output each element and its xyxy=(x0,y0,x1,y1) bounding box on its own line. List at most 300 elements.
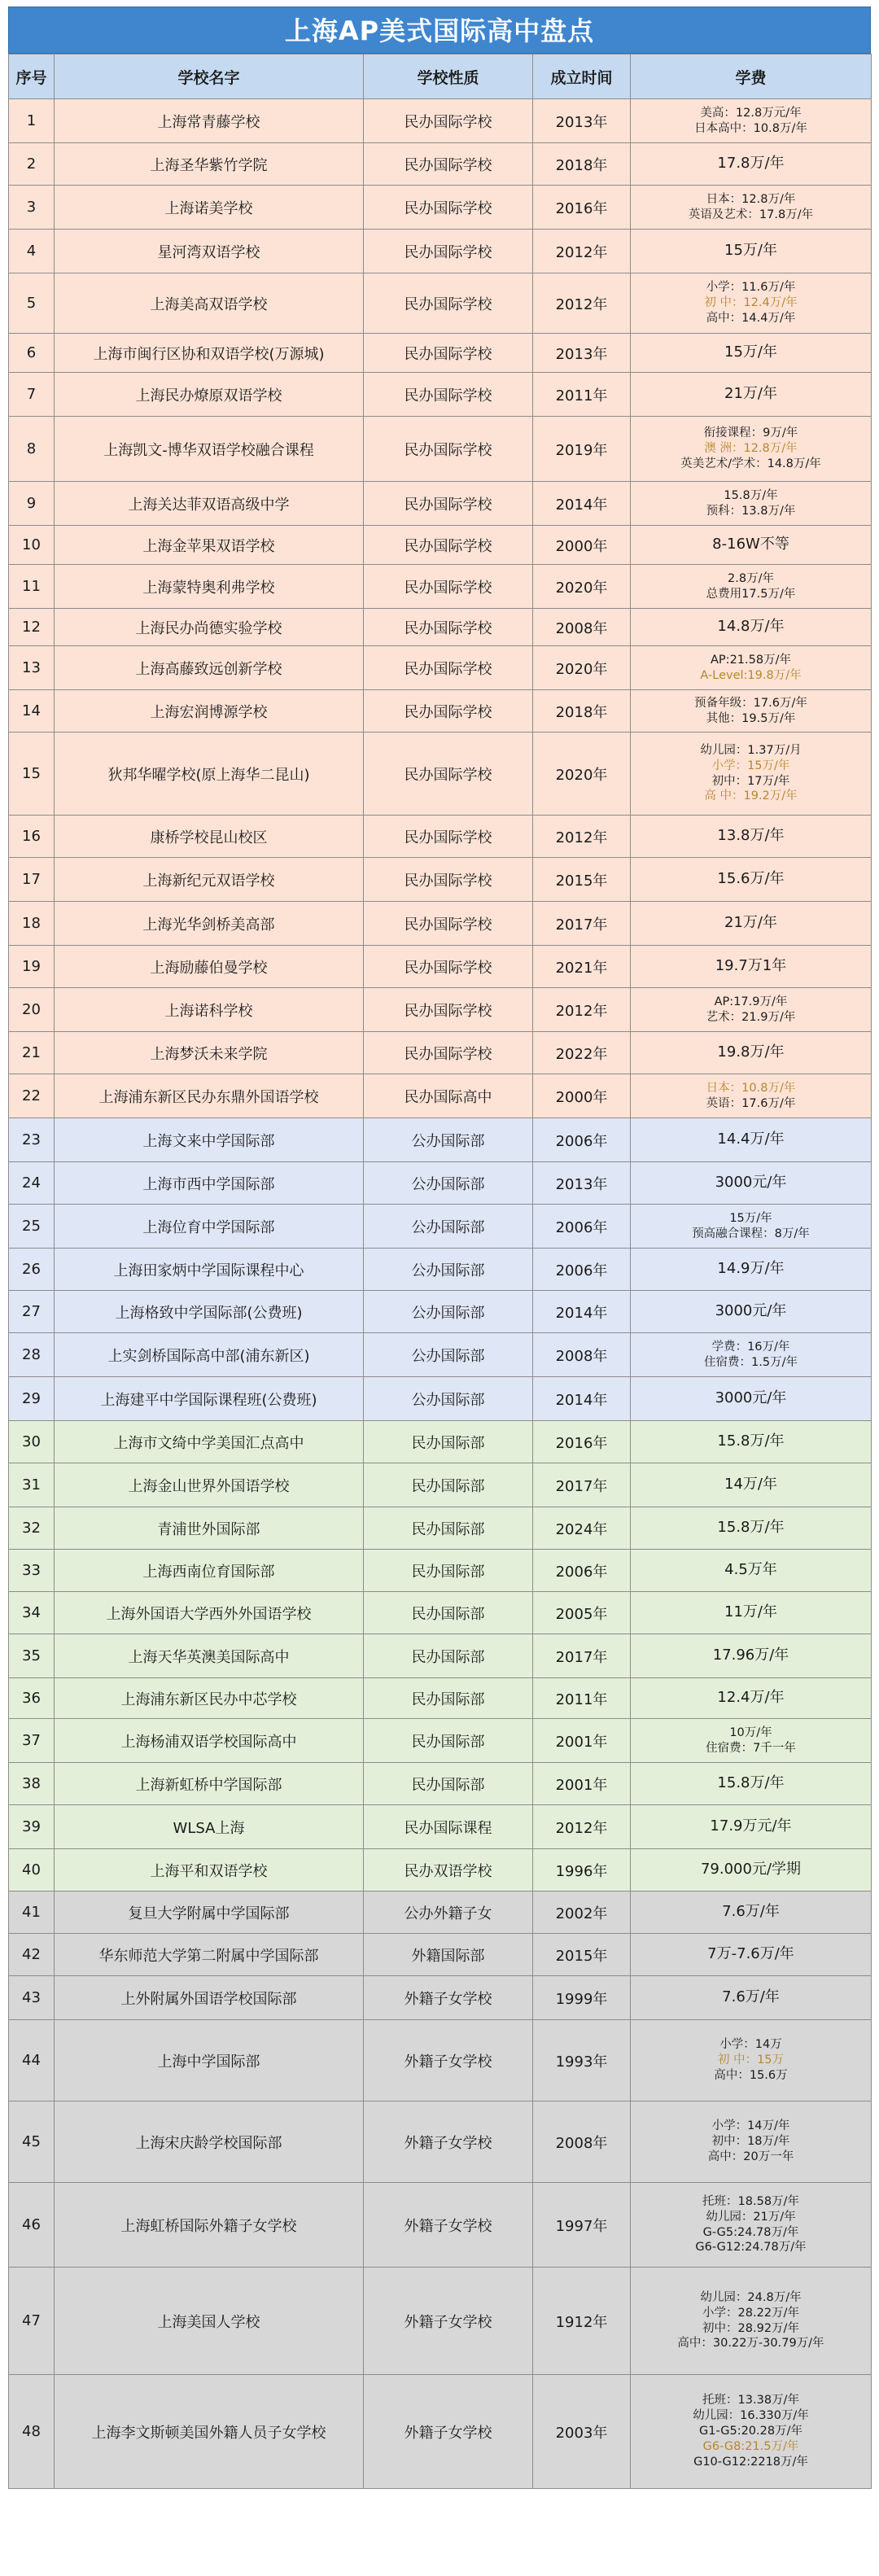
school-type: 民办国际学校 xyxy=(364,417,533,482)
school-name: 上海金山世界外国语学校 xyxy=(55,1463,364,1507)
founded-year: 2011年 xyxy=(533,373,631,417)
school-type: 民办国际学校 xyxy=(364,733,533,816)
tuition-line: 79.000元/学期 xyxy=(700,1861,802,1878)
header-tuition: 学费 xyxy=(631,55,872,99)
founded-year: 1997年 xyxy=(533,2183,631,2268)
table-row xyxy=(9,1592,872,1634)
table-row xyxy=(9,1463,872,1507)
tuition-line: G6-G8:21.5万/年 xyxy=(702,2439,799,2453)
tuition-cell xyxy=(631,482,872,526)
school-name: 上海光华剑桥美高部 xyxy=(55,902,364,946)
school-name: 上海励藤伯曼学校 xyxy=(55,946,364,988)
tuition-line: 美高：12.8万元/年 xyxy=(700,106,802,120)
tuition-line: 15.6万/年 xyxy=(717,870,785,888)
tuition-line: 预科：13.8万/年 xyxy=(706,504,796,518)
school-name: 上海新纪元双语学校 xyxy=(55,858,364,902)
founded-year: 2006年 xyxy=(533,1205,631,1249)
school-name: 华东师范大学第二附属中学国际部 xyxy=(55,1934,364,1976)
school-name: 上外附属外国语学校国际部 xyxy=(55,1976,364,2020)
tuition-line: 总费用17.5万/年 xyxy=(706,587,796,601)
row-index: 24 xyxy=(9,1162,55,1205)
founded-year: 2014年 xyxy=(533,1291,631,1333)
school-name: 上海虹桥国际外籍子女学校 xyxy=(55,2183,364,2268)
table-row xyxy=(9,690,872,733)
tuition-cell xyxy=(631,1032,872,1074)
row-index: 17 xyxy=(9,858,55,902)
table-row xyxy=(9,609,872,646)
tuition-line: 15万/年 xyxy=(729,1211,772,1225)
school-type: 民办国际学校 xyxy=(364,99,533,143)
school-name: 康桥学校昆山校区 xyxy=(55,816,364,858)
founded-year: 2017年 xyxy=(533,1634,631,1678)
school-type: 民办国际部 xyxy=(364,1719,533,1763)
tuition-line: G1-G5:20.28万/年 xyxy=(699,2425,802,2438)
tuition-line: 托班：18.58万/年 xyxy=(702,2194,799,2208)
table-body xyxy=(9,99,872,2489)
tuition-line: 10万/年 xyxy=(729,1725,772,1739)
tuition-line: 13.8万/年 xyxy=(717,827,785,845)
tuition-cell xyxy=(631,2101,872,2183)
school-name: 上海天华英澳美国际高中 xyxy=(55,1634,364,1678)
school-name: 上海外国语大学西外外国语学校 xyxy=(55,1592,364,1634)
table-row xyxy=(9,1205,872,1249)
tuition-cell xyxy=(631,690,872,733)
tuition-line: 住宿费：7千一年 xyxy=(706,1741,796,1755)
school-type: 外籍子女学校 xyxy=(364,2375,533,2489)
school-name: 上海新虹桥中学国际部 xyxy=(55,1763,364,1805)
school-type: 外籍子女学校 xyxy=(364,2183,533,2268)
school-type: 外籍子女学校 xyxy=(364,2101,533,2183)
school-type: 公办国际部 xyxy=(364,1249,533,1291)
founded-year: 2013年 xyxy=(533,334,631,373)
school-name: 上海西南位育国际部 xyxy=(55,1550,364,1592)
tuition-line: 14万/年 xyxy=(724,1476,777,1494)
table-row xyxy=(9,1249,872,1291)
tuition-line: 15万/年 xyxy=(724,343,777,361)
founded-year: 2013年 xyxy=(533,1162,631,1205)
schools-table xyxy=(8,54,872,2489)
table-row xyxy=(9,2101,872,2183)
school-name: 上海建平中学国际课程班(公费班) xyxy=(55,1377,364,1421)
tuition-line: 小学：14万 xyxy=(719,2038,782,2052)
tuition-cell xyxy=(631,1678,872,1719)
row-index: 35 xyxy=(9,1634,55,1678)
founded-year: 2011年 xyxy=(533,1678,631,1719)
table-row xyxy=(9,2375,872,2489)
school-name: 上海文来中学国际部 xyxy=(55,1118,364,1162)
school-type: 民办国际部 xyxy=(364,1592,533,1634)
founded-year: 2005年 xyxy=(533,1592,631,1634)
table-row xyxy=(9,334,872,373)
tuition-cell xyxy=(631,143,872,186)
row-index: 36 xyxy=(9,1678,55,1719)
tuition-line: AP:21.58万/年 xyxy=(711,653,791,667)
tuition-line: 高中：14.4万/年 xyxy=(706,311,796,325)
row-index: 11 xyxy=(9,565,55,609)
tuition-cell xyxy=(631,2268,872,2375)
school-type: 民办国际学校 xyxy=(364,816,533,858)
table-row xyxy=(9,1849,872,1892)
table-row xyxy=(9,1118,872,1162)
tuition-line: 7.6万/年 xyxy=(722,1903,780,1921)
table-row xyxy=(9,946,872,988)
row-index: 30 xyxy=(9,1421,55,1463)
tuition-cell xyxy=(631,1634,872,1678)
table-row xyxy=(9,2183,872,2268)
tuition-line: AP:17.9万/年 xyxy=(714,995,788,1008)
tuition-line: 初 中：15万 xyxy=(717,2053,785,2067)
row-index: 40 xyxy=(9,1849,55,1892)
row-index: 48 xyxy=(9,2375,55,2489)
school-type: 民办国际学校 xyxy=(364,143,533,186)
tuition-line: 日本高中：10.8万/年 xyxy=(694,121,807,135)
table-row xyxy=(9,230,872,273)
tuition-cell xyxy=(631,1934,872,1976)
founded-year: 2015年 xyxy=(533,858,631,902)
school-name: 上海民办燎原双语学校 xyxy=(55,373,364,417)
school-type: 公办国际部 xyxy=(364,1162,533,1205)
school-type: 公办国际部 xyxy=(364,1291,533,1333)
school-type: 民办国际学校 xyxy=(364,526,533,565)
tuition-line: 预备年级：17.6万/年 xyxy=(694,696,807,710)
school-name: 上海诺科学校 xyxy=(55,988,364,1032)
table-row xyxy=(9,1032,872,1074)
tuition-line: 初中：18万/年 xyxy=(711,2135,790,2149)
table-row xyxy=(9,526,872,565)
founded-year: 2020年 xyxy=(533,733,631,816)
tuition-line: 幼儿园：21万/年 xyxy=(706,2210,796,2224)
row-index: 9 xyxy=(9,482,55,526)
school-name: 上海市西中学国际部 xyxy=(55,1162,364,1205)
row-index: 8 xyxy=(9,417,55,482)
table-row xyxy=(9,2020,872,2101)
table-row xyxy=(9,1976,872,2020)
school-name: 上海位育中学国际部 xyxy=(55,1205,364,1249)
school-type: 民办国际学校 xyxy=(364,988,533,1032)
row-index: 19 xyxy=(9,946,55,988)
school-type: 民办国际学校 xyxy=(364,334,533,373)
row-index: 13 xyxy=(9,646,55,690)
school-name: 上海关达菲双语高级中学 xyxy=(55,482,364,526)
table-row xyxy=(9,273,872,334)
founded-year: 1996年 xyxy=(533,1849,631,1892)
tuition-line: 日本：10.8万/年 xyxy=(706,1081,796,1095)
tuition-line: 15.8万/年 xyxy=(724,488,778,502)
school-name: 复旦大学附属中学国际部 xyxy=(55,1892,364,1934)
tuition-cell xyxy=(631,1333,872,1377)
tuition-cell xyxy=(631,1463,872,1507)
school-type: 外籍子女学校 xyxy=(364,2268,533,2375)
founded-year: 2012年 xyxy=(533,988,631,1032)
tuition-line: 小学：28.22万/年 xyxy=(702,2306,799,2320)
founded-year: 2006年 xyxy=(533,1118,631,1162)
school-type: 民办国际学校 xyxy=(364,273,533,334)
tuition-line: 3000元/年 xyxy=(715,1174,787,1192)
tuition-cell xyxy=(631,2020,872,2101)
school-type: 民办国际高中 xyxy=(364,1074,533,1118)
table-row xyxy=(9,1719,872,1763)
tuition-cell xyxy=(631,1162,872,1205)
tuition-line: 14.9万/年 xyxy=(717,1260,785,1278)
school-name: 上海凯文-博华双语学校融合课程 xyxy=(55,417,364,482)
tuition-line: 幼儿园：24.8万/年 xyxy=(700,2290,802,2304)
founded-year: 2006年 xyxy=(533,1550,631,1592)
table-row xyxy=(9,482,872,526)
founded-year: 2006年 xyxy=(533,1249,631,1291)
school-name: 上海格致中学国际部(公费班) xyxy=(55,1291,364,1333)
tuition-line: 17.9万元/年 xyxy=(710,1817,792,1835)
tuition-line: G-G5:24.78万/年 xyxy=(702,2225,799,2239)
tuition-line: 预高融合课程：8万/年 xyxy=(692,1227,810,1240)
table-row xyxy=(9,1421,872,1463)
tuition-line: 21万/年 xyxy=(724,385,777,403)
tuition-cell xyxy=(631,1249,872,1291)
tuition-line: 托班：13.38万/年 xyxy=(702,2394,799,2408)
table-row xyxy=(9,1333,872,1377)
table-row xyxy=(9,902,872,946)
row-index: 46 xyxy=(9,2183,55,2268)
table-row xyxy=(9,1550,872,1592)
school-name: WLSA上海 xyxy=(55,1805,364,1849)
school-name: 上海宋庆龄学校国际部 xyxy=(55,2101,364,2183)
tuition-cell xyxy=(631,858,872,902)
tuition-line: 英美艺术/学术：14.8万/年 xyxy=(680,457,821,470)
founded-year: 2012年 xyxy=(533,273,631,334)
school-type: 民办国际课程 xyxy=(364,1805,533,1849)
school-type: 公办外籍子女 xyxy=(364,1892,533,1934)
tuition-line: 小学：15万/年 xyxy=(711,759,790,772)
tuition-cell xyxy=(631,99,872,143)
founded-year: 2013年 xyxy=(533,99,631,143)
founded-year: 2000年 xyxy=(533,526,631,565)
row-index: 38 xyxy=(9,1763,55,1805)
founded-year: 1993年 xyxy=(533,2020,631,2101)
school-type: 民办国际学校 xyxy=(364,1032,533,1074)
tuition-line: 8-16W不等 xyxy=(712,536,789,553)
row-index: 3 xyxy=(9,186,55,230)
founded-year: 2003年 xyxy=(533,2375,631,2489)
row-index: 42 xyxy=(9,1934,55,1976)
tuition-line: 21万/年 xyxy=(724,914,777,932)
school-type: 民办国际部 xyxy=(364,1634,533,1678)
founded-year: 1999年 xyxy=(533,1976,631,2020)
tuition-cell xyxy=(631,1892,872,1934)
table-row xyxy=(9,2268,872,2375)
row-index: 2 xyxy=(9,143,55,186)
tuition-cell xyxy=(631,816,872,858)
school-name: 上海平和双语学校 xyxy=(55,1849,364,1892)
tuition-line: 19.7万1年 xyxy=(715,957,787,975)
row-index: 37 xyxy=(9,1719,55,1763)
row-index: 44 xyxy=(9,2020,55,2101)
header-school-name: 学校名字 xyxy=(55,55,364,99)
tuition-line: 日本：12.8万/年 xyxy=(706,192,796,206)
school-type: 民办国际学校 xyxy=(364,858,533,902)
school-type: 民办国际学校 xyxy=(364,646,533,690)
tuition-line: 14.8万/年 xyxy=(717,618,785,636)
tuition-line: 其他：19.5万/年 xyxy=(706,711,796,725)
tuition-cell xyxy=(631,988,872,1032)
tuition-cell xyxy=(631,230,872,273)
school-type: 民办国际学校 xyxy=(364,230,533,273)
row-index: 27 xyxy=(9,1291,55,1333)
school-name: 上海梦沃未来学院 xyxy=(55,1032,364,1074)
founded-year: 2001年 xyxy=(533,1719,631,1763)
tuition-line: 高 中：19.2万/年 xyxy=(704,789,798,803)
table-row xyxy=(9,373,872,417)
row-index: 22 xyxy=(9,1074,55,1118)
header-school-type: 学校性质 xyxy=(364,55,533,99)
tuition-cell xyxy=(631,1074,872,1118)
tuition-line: 12.4万/年 xyxy=(717,1689,785,1707)
table-row xyxy=(9,733,872,816)
table-row xyxy=(9,1805,872,1849)
tuition-line: 11万/年 xyxy=(724,1603,777,1621)
tuition-cell xyxy=(631,946,872,988)
tuition-line: 英语及艺术：17.8万/年 xyxy=(688,208,814,221)
school-type: 民办国际学校 xyxy=(364,373,533,417)
tuition-cell xyxy=(631,609,872,646)
founded-year: 2008年 xyxy=(533,1333,631,1377)
founded-year: 2012年 xyxy=(533,230,631,273)
founded-year: 2008年 xyxy=(533,609,631,646)
row-index: 34 xyxy=(9,1592,55,1634)
table-row xyxy=(9,1507,872,1550)
school-type: 民办国际学校 xyxy=(364,609,533,646)
tuition-line: 英语：17.6万/年 xyxy=(706,1096,796,1110)
school-type: 民办国际学校 xyxy=(364,902,533,946)
founded-year: 2001年 xyxy=(533,1763,631,1805)
tuition-line: 15万/年 xyxy=(724,242,777,260)
row-index: 10 xyxy=(9,526,55,565)
row-index: 25 xyxy=(9,1205,55,1249)
row-index: 4 xyxy=(9,230,55,273)
school-name: 星河湾双语学校 xyxy=(55,230,364,273)
tuition-line: 15.8万/年 xyxy=(717,1432,785,1450)
tuition-line: 3000元/年 xyxy=(715,1302,787,1320)
table-row xyxy=(9,816,872,858)
table-row xyxy=(9,186,872,230)
row-index: 6 xyxy=(9,334,55,373)
tuition-cell xyxy=(631,1592,872,1634)
school-type: 民办国际学校 xyxy=(364,690,533,733)
tuition-cell xyxy=(631,1550,872,1592)
school-type: 民办国际学校 xyxy=(364,946,533,988)
tuition-line: 7万-7.6万/年 xyxy=(707,1945,794,1963)
founded-year: 2019年 xyxy=(533,417,631,482)
tuition-line: 初 中：12.4万/年 xyxy=(704,296,798,310)
founded-year: 2017年 xyxy=(533,902,631,946)
founded-year: 2018年 xyxy=(533,143,631,186)
founded-year: 2002年 xyxy=(533,1892,631,1934)
row-index: 45 xyxy=(9,2101,55,2183)
row-index: 41 xyxy=(9,1892,55,1934)
school-type: 民办国际部 xyxy=(364,1550,533,1592)
school-name: 上海市闽行区协和双语学校(万源城) xyxy=(55,334,364,373)
school-name: 上海杨浦双语学校国际高中 xyxy=(55,1719,364,1763)
school-name: 上海市文绮中学美国汇点高中 xyxy=(55,1421,364,1463)
row-index: 16 xyxy=(9,816,55,858)
tuition-line: 澳 洲：12.8万/年 xyxy=(704,442,798,456)
row-index: 18 xyxy=(9,902,55,946)
row-index: 15 xyxy=(9,733,55,816)
school-type: 民办双语学校 xyxy=(364,1849,533,1892)
tuition-cell xyxy=(631,2183,872,2268)
school-type: 民办国际部 xyxy=(364,1421,533,1463)
row-index: 43 xyxy=(9,1976,55,2020)
header-founded-year: 成立时间 xyxy=(533,55,631,99)
school-type: 民办国际学校 xyxy=(364,482,533,526)
tuition-line: 高中：20万一年 xyxy=(707,2150,794,2163)
founded-year: 1912年 xyxy=(533,2268,631,2375)
table-row xyxy=(9,1892,872,1934)
tuition-line: 7.6万/年 xyxy=(722,1988,780,2006)
tuition-line: 学费：16万/年 xyxy=(711,1340,790,1354)
tuition-line: 小学：14万/年 xyxy=(711,2119,790,2133)
school-type: 民办国际部 xyxy=(364,1763,533,1805)
founded-year: 2016年 xyxy=(533,186,631,230)
table-row xyxy=(9,1162,872,1205)
table-row xyxy=(9,1377,872,1421)
tuition-cell xyxy=(631,417,872,482)
tuition-cell xyxy=(631,1377,872,1421)
school-name: 上海高藤致远创新学校 xyxy=(55,646,364,690)
school-name: 狄邦华曜学校(原上海华二昆山) xyxy=(55,733,364,816)
tuition-line: 19.8万/年 xyxy=(717,1043,785,1061)
founded-year: 2018年 xyxy=(533,690,631,733)
row-index: 33 xyxy=(9,1550,55,1592)
school-name: 上海中学国际部 xyxy=(55,2020,364,2101)
page-title: 上海AP美式国际高中盘点 xyxy=(8,7,871,54)
row-index: 7 xyxy=(9,373,55,417)
school-type: 外籍国际部 xyxy=(364,1934,533,1976)
row-index: 1 xyxy=(9,99,55,143)
tuition-line: 15.8万/年 xyxy=(717,1774,785,1792)
school-type: 公办国际部 xyxy=(364,1377,533,1421)
school-type: 民办国际部 xyxy=(364,1507,533,1550)
founded-year: 2012年 xyxy=(533,1805,631,1849)
table-row xyxy=(9,417,872,482)
tuition-cell xyxy=(631,1849,872,1892)
tuition-cell xyxy=(631,1763,872,1805)
founded-year: 2014年 xyxy=(533,482,631,526)
tuition-line: 住宿费：1.5万/年 xyxy=(704,1355,798,1369)
tuition-line: 14.4万/年 xyxy=(717,1131,785,1148)
founded-year: 2000年 xyxy=(533,1074,631,1118)
tuition-line: 初中：17万/年 xyxy=(711,774,790,788)
school-type: 外籍子女学校 xyxy=(364,1976,533,2020)
tuition-line: 2.8万/年 xyxy=(728,571,774,585)
tuition-line: 幼儿园：16.330万/年 xyxy=(693,2409,809,2423)
table-row xyxy=(9,1934,872,1976)
tuition-line: 幼儿园：1.37万/月 xyxy=(700,743,802,757)
tuition-cell xyxy=(631,1805,872,1849)
school-name: 上海宏润博源学校 xyxy=(55,690,364,733)
tuition-line: 3000元/年 xyxy=(715,1389,787,1407)
founded-year: 2022年 xyxy=(533,1032,631,1074)
table-row xyxy=(9,1634,872,1678)
school-name: 上海常青藤学校 xyxy=(55,99,364,143)
tuition-cell xyxy=(631,646,872,690)
tuition-line: 衔接课程：9万/年 xyxy=(703,426,798,440)
row-index: 28 xyxy=(9,1333,55,1377)
school-name: 上海李文斯顿美国外籍人员子女学校 xyxy=(55,2375,364,2489)
tuition-cell xyxy=(631,1421,872,1463)
row-index: 12 xyxy=(9,609,55,646)
founded-year: 2008年 xyxy=(533,2101,631,2183)
tuition-cell xyxy=(631,1976,872,2020)
table-row xyxy=(9,988,872,1032)
